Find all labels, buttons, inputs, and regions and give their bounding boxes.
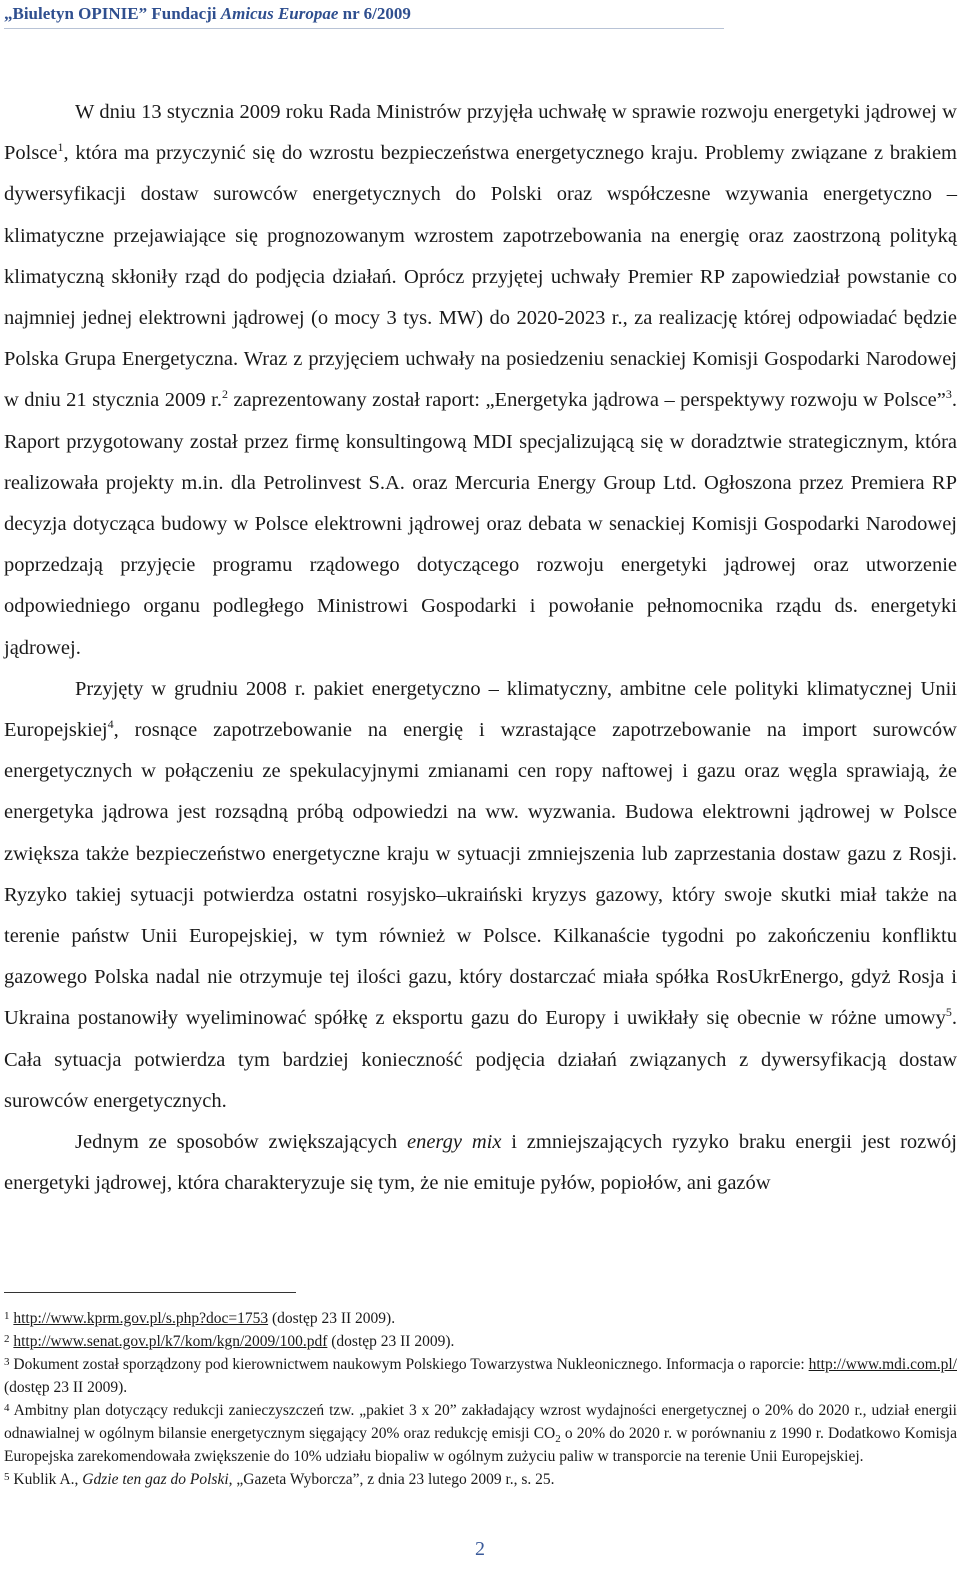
paragraph-1 [4, 92, 957, 669]
header-divider [4, 28, 724, 29]
footnote-number: 2 [4, 1333, 10, 1345]
footnote-text: o 20% do 2020 r. w porównaniu z 1990 r. Dodatkowo Komisja Europejska zarekomendowała zwiększenie do 10% udziału biopaliw w ogólnym zużyciu paliw w transporcie na terenie Unii Europejskiej. [4, 1425, 957, 1465]
p3-text-b: i zmniejszających ryzyko braku energii jest rozwój energetyki jądrowej, która charakteryzuje się tym, że nie emituje pyłów, popiołów, ani gazów [4, 1131, 957, 1195]
footnote-link[interactable]: http://www.kprm.gov.pl/s.php?doc=1753 [13, 1310, 269, 1327]
p2-text-c: . Cała sytuacja potwierdza tym bardziej konieczność podjęcia działań związanych z dywersyfikacją dostaw surowców energetycznych. [4, 1007, 957, 1112]
p2-text-a: Przyjęty w grudniu 2008 r. pakiet energetyczno – klimatyczny, ambitne cele polityki klimatycznej Unii Europejskiej [4, 677, 957, 742]
article-body [4, 92, 957, 1204]
footnotes [4, 1307, 957, 1491]
footnote-1 [4, 1307, 957, 1330]
p1-text-d: . Raport przygotowany został przez firmę konsultingową MDI specjalizującą się w doradztwie strategicznym, która realizowała projekty m.in. dla Petrolinvest S.A. oraz Mercuria Energy Group Ltd. Ogłoszona przez Premiera RP decyzja dotycząca budowy w Polsce elektrowni jądrowej oraz debata w senackiej Komisji Gospodarki Narodowej poprzedzają przyjęcie programu rządowego dotyczącego rozwoju energetyki jądrowej oraz utworzenie odpowiedniego organu podległego Ministrowi Gospodarki i powołanie pełnomocnika rządu ds. energetyki jądrowej. [4, 389, 957, 659]
header-title-prefix: „Biuletyn OPINIE” Fundacji [4, 4, 221, 23]
footnote-ref-2[interactable]: 2 [222, 387, 229, 402]
header-title-suffix: nr 6/2009 [338, 4, 411, 23]
footnote-number: 3 [4, 1356, 10, 1368]
header-title [4, 2, 724, 26]
footnote-text: „Gazeta Wyborcza”, z dnia 23 lutego 2009 r., s. 25. [232, 1471, 555, 1488]
footnote-link[interactable]: http://www.senat.gov.pl/k7/kom/kgn/2009/100.pdf [13, 1333, 328, 1350]
footnote-subscript: 2 [555, 1433, 561, 1446]
footnote-link[interactable]: http://www.mdi.com.pl/ [808, 1356, 957, 1373]
page-number: 2 [475, 1538, 485, 1560]
p3-text-a: Jednym ze sposobów zwiększających [75, 1131, 407, 1154]
footnote-2 [4, 1330, 957, 1353]
footnote-text: Kublik A., [9, 1471, 83, 1488]
footnote-4 [4, 1399, 957, 1468]
footnote-ref-3[interactable]: 3 [945, 387, 952, 402]
footnote-3 [4, 1353, 957, 1399]
footnote-text: (dostęp 23 II 2009). [268, 1310, 396, 1327]
p3-italic-term: energy mix [406, 1131, 502, 1154]
footnote-text: Dokument został sporządzony pod kierownictwem naukowym Polskiego Towarzystwa Nukleonicznego. Informacja o raporcie: [9, 1356, 809, 1373]
footnote-text: (dostęp 23 II 2009). [327, 1333, 455, 1350]
p2-text-b: , rosnące zapotrzebowanie na energię i wzrastające zapotrzebowanie na import surowców energetycznych w połączeniu ze spekulacyjnymi zmianami cen ropy naftowej i gazu oraz węgla sprawiają, że energetyka jądrowa jest rozsądną próbą odpowiedzi na ww. wyzwania. Budowa elektrowni jądrowej w Polsce zwiększa także bezpieczeństwo energetyczne kraju w sytuacji zmniejszenia lub zaprzestania dostaw gazu z Rosji. Ryzyko takiej sytuacji potwierdza ostatni rosyjsko–ukraiński kryzys gazowy, który swoje skutki miał także na terenie państw Unii Europejskiej, w tym również w Polsce. Kilkanaście tygodni po zakończeniu konfliktu gazowego Polska nadal nie otrzymuje tej ilości gazu, który dostarczać miała spółka RosUkrEnergo, gdyż Rosja i Ukraina postanowiły wyeliminować spółkę z eksportu gazu do Europy i uwikłały się obecnie w różne umowy [4, 719, 957, 1030]
p1-text-a: W dniu 13 stycznia 2009 roku Rada Ministrów przyjęła uchwałę w sprawie rozwoju energetyki jądrowej w Polsce [4, 101, 957, 165]
paragraph-2 [4, 669, 957, 1122]
footnote-number: 4 [4, 1402, 10, 1414]
footnote-ref-4[interactable]: 4 [107, 717, 114, 732]
footnote-5 [4, 1468, 957, 1491]
footnote-ref-5[interactable]: 5 [945, 1005, 952, 1020]
paragraph-3 [4, 1122, 957, 1204]
p1-text-c: zaprezentowany został raport: „Energetyka jądrowa – perspektywy rozwoju w Polsce” [228, 389, 946, 412]
footnote-number: 1 [4, 1310, 10, 1322]
footnote-separator [4, 1292, 296, 1293]
footnote-text: Ambitny plan dotyczący redukcji zanieczyszczeń tzw. „pakiet 3 x 20” zakładający wzrost wydajności energetycznej o 20% do 2020 r., udział energii odnawialnej w ogólnym bilansie energetycznym sięgający 20% oraz redukcję emisji CO [4, 1402, 957, 1442]
p1-text-b: , która ma przyczynić się do wzrostu bezpieczeństwa energetycznego kraju. Problemy związane z brakiem dywersyfikacji dostaw surowców energetycznych do Polski oraz współczesne wzywania energetyczno – klimatyczne przejawiające się prognozowanym wzrostem zapotrzebowania na energię oraz zaostrzoną polityką klimatyczną skłoniły rząd do podjęcia działań. Oprócz przyjętej uchwały Premier RP zapowiedział powstanie co najmniej jednej elektrowni jądrowej (o mocy 3 tys. MW) do 2020-2023 r., za realizację której odpowiadać będzie Polska Grupa Energetyczna. Wraz z przyjęciem uchwały na posiedzeniu senackiej Komisji Gospodarki Narodowej w dniu 21 stycznia 2009 r. [4, 142, 957, 412]
footnote-italic-title: Gdzie ten gaz do Polski, [82, 1471, 233, 1488]
footnote-ref-1[interactable]: 1 [57, 140, 64, 155]
running-header [4, 2, 724, 29]
header-title-italic: Amicus Europae [220, 4, 339, 23]
footnote-text: (dostęp 23 II 2009). [4, 1379, 128, 1396]
footnote-number: 5 [4, 1471, 10, 1483]
